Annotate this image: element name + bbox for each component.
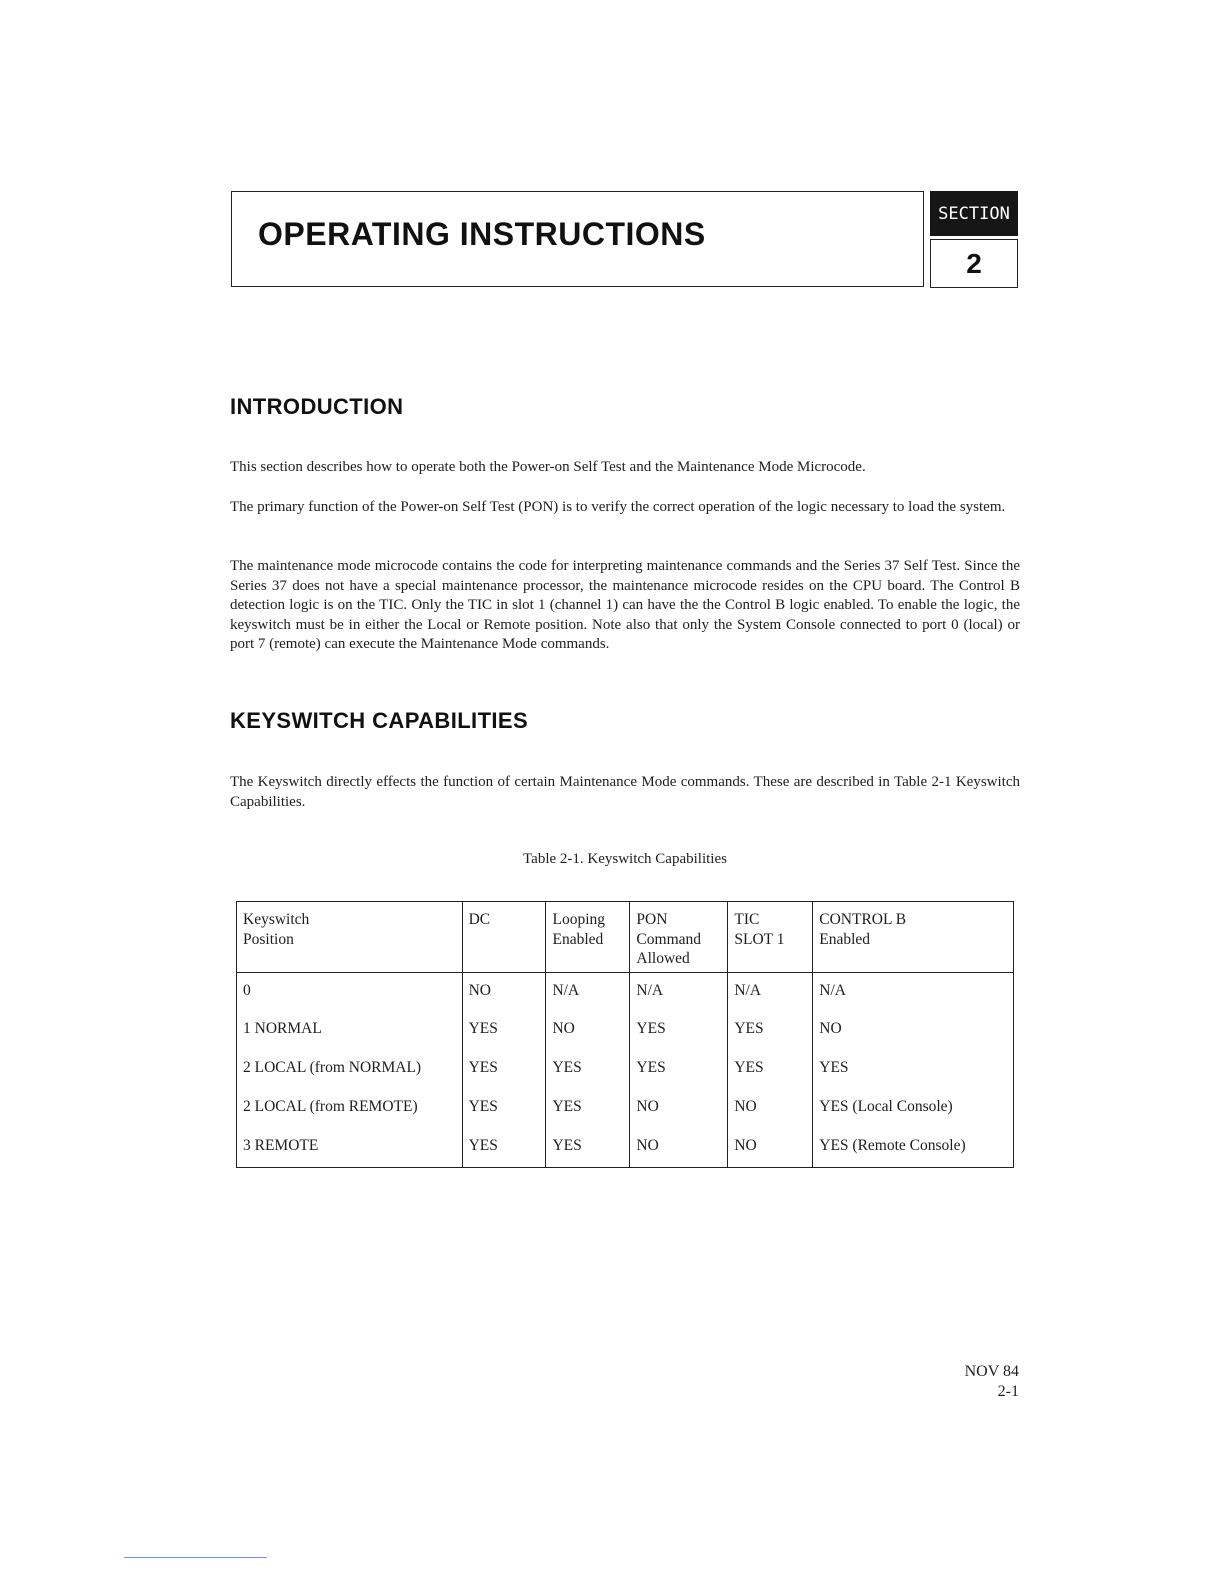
table-row bbox=[237, 972, 1014, 1011]
table-cell: N/A bbox=[630, 972, 728, 1011]
intro-paragraph-1: This section describes how to operate both the Power-on Self Test and the Maintenance Mode Microcode. bbox=[230, 459, 866, 475]
header-control-b-enabled: CONTROL B Enabled bbox=[813, 902, 1014, 973]
table-cell: YES (Local Console) bbox=[813, 1089, 1014, 1128]
table-cell: YES bbox=[728, 1011, 813, 1050]
intro-paragraph-2: The primary function of the Power-on Self Test (PON) is to verify the correct operation of the logic necessary to load the system. bbox=[230, 499, 1006, 515]
table-cell: 0 bbox=[237, 972, 463, 1011]
table-header-row bbox=[237, 902, 1014, 973]
table-cell: YES bbox=[546, 1128, 630, 1167]
table-cell: YES bbox=[630, 1050, 728, 1089]
table-row bbox=[237, 1089, 1014, 1128]
table-cell: NO bbox=[728, 1128, 813, 1167]
table-cell: YES bbox=[462, 1011, 546, 1050]
table-cell: NO bbox=[728, 1089, 813, 1128]
table-caption: Table 2-1. Keyswitch Capabilities bbox=[523, 851, 727, 867]
scan-artifact-line bbox=[124, 1557, 267, 1558]
page-footer bbox=[965, 1362, 1019, 1402]
table-cell: N/A bbox=[728, 972, 813, 1011]
table-cell: 1 NORMAL bbox=[237, 1011, 463, 1050]
header-pon-command-allowed: PON Command Allowed bbox=[630, 902, 728, 973]
table-cell: N/A bbox=[813, 972, 1014, 1011]
introduction-heading: INTRODUCTION bbox=[230, 394, 404, 419]
keyswitch-heading: KEYSWITCH CAPABILITIES bbox=[230, 708, 529, 733]
header-looping-enabled: Looping Enabled bbox=[546, 902, 630, 973]
table-cell: YES bbox=[462, 1128, 546, 1167]
table-cell: NO bbox=[630, 1089, 728, 1128]
table-cell: NO bbox=[813, 1011, 1014, 1050]
table-cell: NO bbox=[630, 1128, 728, 1167]
table-cell: YES bbox=[462, 1050, 546, 1089]
header-tic-slot-1: TIC SLOT 1 bbox=[728, 902, 813, 973]
table-cell: YES bbox=[728, 1050, 813, 1089]
table-cell: YES bbox=[546, 1050, 630, 1089]
table-cell: N/A bbox=[546, 972, 630, 1011]
table-cell: 2 LOCAL (from REMOTE) bbox=[237, 1089, 463, 1128]
table-cell: YES bbox=[462, 1089, 546, 1128]
table-row bbox=[237, 1128, 1014, 1167]
table-cell: YES bbox=[546, 1089, 630, 1128]
footer-date: NOV 84 bbox=[964, 1363, 1019, 1380]
footer-page-number: 2-1 bbox=[997, 1383, 1019, 1400]
table-cell: YES bbox=[813, 1050, 1014, 1089]
header-keyswitch-position: Keyswitch Position bbox=[237, 902, 463, 973]
table-cell: YES bbox=[630, 1011, 728, 1050]
page-title: OPERATING INSTRUCTIONS bbox=[258, 216, 706, 252]
table-cell: NO bbox=[546, 1011, 630, 1050]
table-cell: YES (Remote Console) bbox=[813, 1128, 1014, 1167]
table-cell: NO bbox=[462, 972, 546, 1011]
section-number: 2 bbox=[930, 239, 1018, 288]
table-cell: 2 LOCAL (from NORMAL) bbox=[237, 1050, 463, 1089]
title-box bbox=[231, 191, 924, 287]
header-dc: DC bbox=[462, 902, 546, 973]
section-label: SECTION bbox=[930, 191, 1018, 236]
keyswitch-table bbox=[236, 901, 1014, 1168]
table-row bbox=[237, 1050, 1014, 1089]
table-row bbox=[237, 1011, 1014, 1050]
intro-paragraph-3: The maintenance mode microcode contains the code for interpreting maintenance commands and the Series 37 Self Test. Since the Series 37 does not have a special maintenance processor, the maintenance microcode resides on the CPU board. The Control B detection logic is on the TIC. Only the TIC in slot 1 (channel 1) can have the the Control B logic enabled. To enable the logic, the keyswitch must be in either the Local or Remote position. Note also that only the System Console connected to port 0 (local) or port 7 (remote) can execute the Maintenance Mode commands. bbox=[230, 558, 1020, 653]
keyswitch-paragraph: The Keyswitch directly effects the function of certain Maintenance Mode commands. These are described in Table 2-1 Keyswitch Capabilities. bbox=[230, 774, 1020, 810]
table-cell: 3 REMOTE bbox=[237, 1128, 463, 1167]
